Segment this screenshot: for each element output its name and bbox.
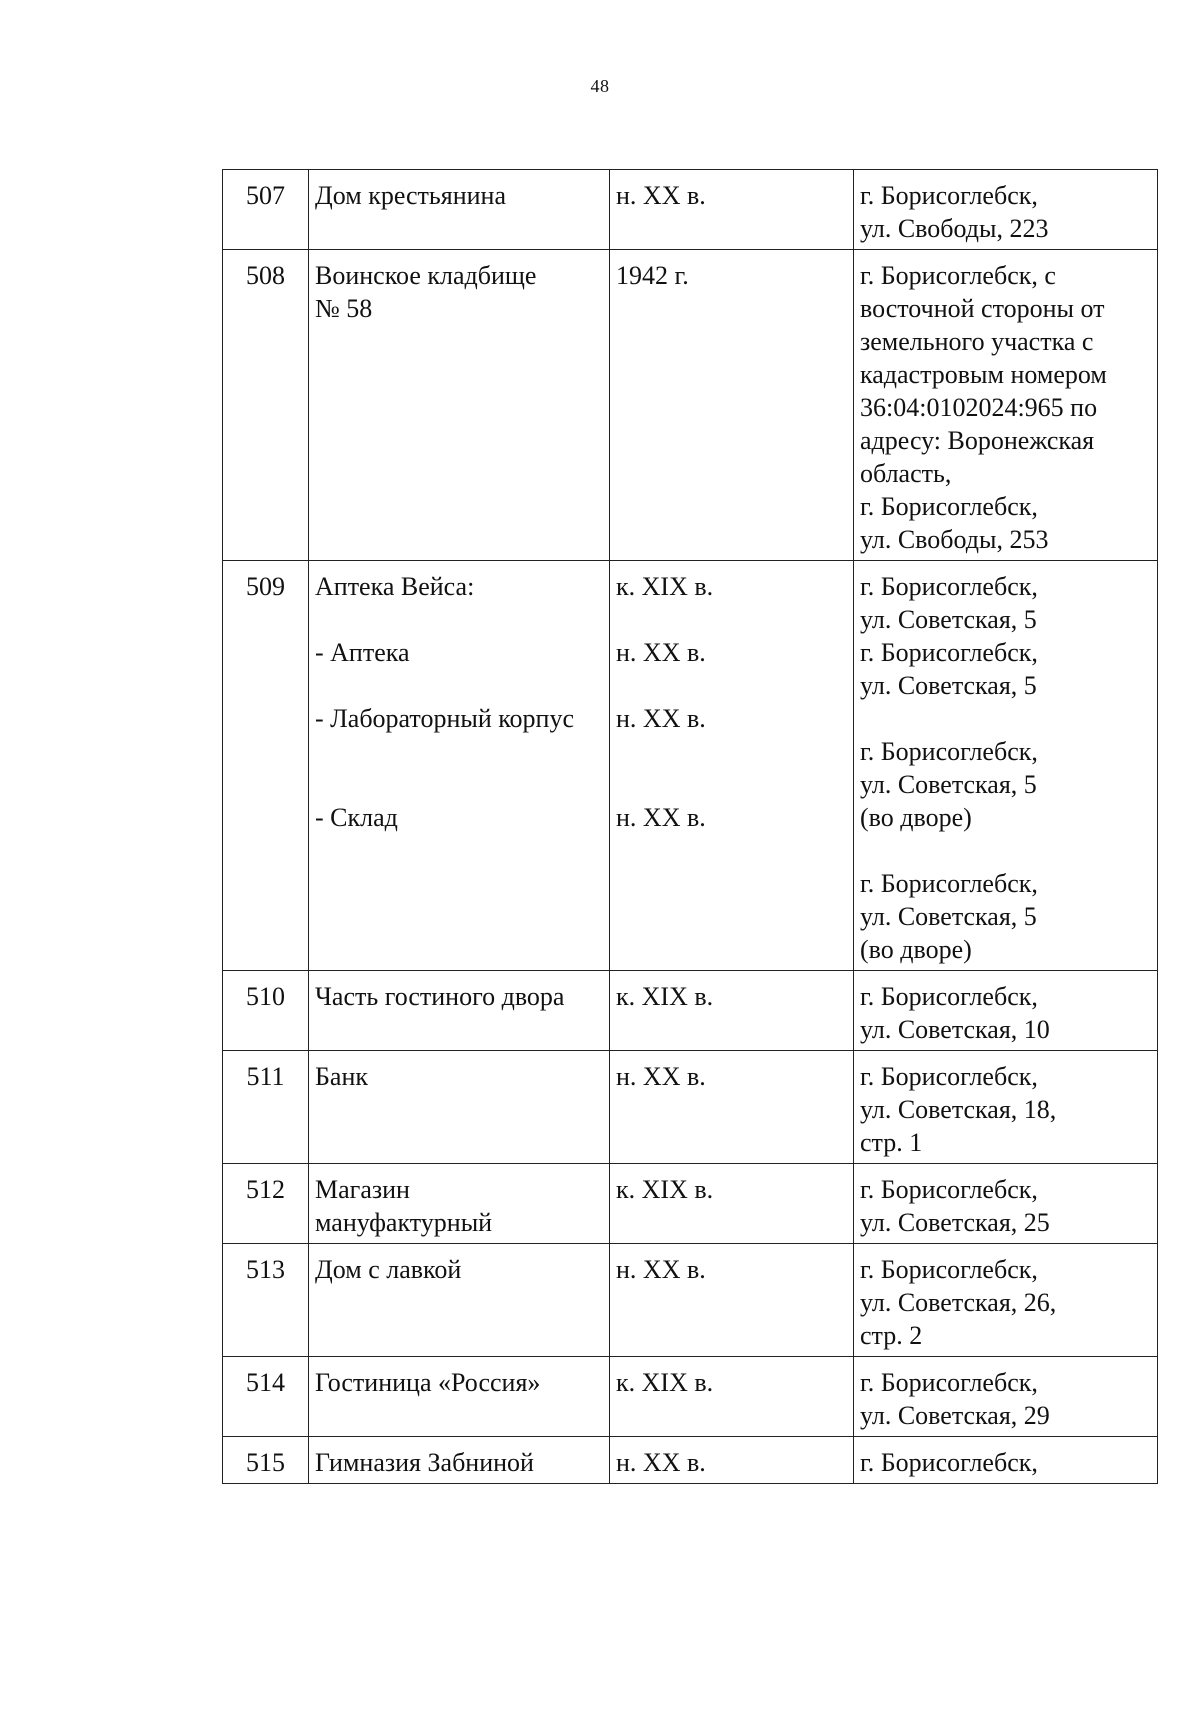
object-dating: н. XX в.	[616, 1448, 706, 1477]
sub-object-dating: н. XX в.	[616, 638, 706, 667]
object-dating: к. XIX в.	[616, 1175, 714, 1204]
address-line: г. Борисоглебск,	[860, 1175, 1038, 1204]
object-dating: к. XIX в.	[616, 1368, 714, 1397]
dating-cell	[610, 971, 854, 1051]
address-line: ул. Советская, 10	[860, 1015, 1050, 1044]
address-line: кадастровым номером	[860, 360, 1107, 389]
address-line: ул. Советская, 25	[860, 1208, 1050, 1237]
object-name: Воинское кладбище	[315, 261, 537, 290]
object-name: Магазин	[315, 1175, 410, 1204]
address-line: земельного участка с	[860, 327, 1094, 356]
address-line: ул. Советская, 26,	[860, 1288, 1057, 1317]
object-name-cell	[309, 1051, 610, 1164]
table-row	[223, 1164, 1158, 1244]
dating-cell	[610, 1244, 854, 1357]
row-number: 513	[223, 1244, 309, 1357]
sub-address-line: г. Борисоглебск,	[860, 869, 1038, 898]
dating-cell	[610, 1164, 854, 1244]
address-cell	[854, 561, 1158, 971]
address-line: г. Борисоглебск,	[860, 492, 1038, 521]
table-row	[223, 250, 1158, 561]
address-line: г. Борисоглебск, с	[860, 261, 1056, 290]
address-line: ул. Свободы, 223	[860, 214, 1049, 243]
address-cell	[854, 1357, 1158, 1437]
address-line: ул. Советская, 18,	[860, 1095, 1057, 1124]
object-name: мануфактурный	[315, 1208, 493, 1237]
object-name: Дом с лавкой	[315, 1255, 462, 1284]
address-cell	[854, 1244, 1158, 1357]
row-number: 510	[223, 971, 309, 1051]
object-dating: к. XIX в.	[616, 572, 714, 601]
row-number: 507	[223, 170, 309, 250]
table-row	[223, 1244, 1158, 1357]
object-name-cell	[309, 1244, 610, 1357]
page-number: 48	[590, 76, 610, 96]
table-row	[223, 1437, 1158, 1484]
address-cell	[854, 1051, 1158, 1164]
address-line: ул. Свободы, 253	[860, 525, 1049, 554]
object-name: Дом крестьянина	[315, 181, 507, 210]
address-line: ул. Советская, 29	[860, 1401, 1050, 1430]
table-row	[223, 971, 1158, 1051]
object-name: Аптека Вейса:	[315, 572, 475, 601]
object-name-cell	[309, 250, 610, 561]
sub-address-line: ул. Советская, 5	[860, 770, 1037, 799]
row-number: 512	[223, 1164, 309, 1244]
address-cell	[854, 170, 1158, 250]
dating-cell	[610, 1357, 854, 1437]
dating-cell	[610, 1051, 854, 1164]
address-line: г. Борисоглебск,	[860, 1062, 1038, 1091]
object-dating: н. XX в.	[616, 181, 706, 210]
row-number: 509	[223, 561, 309, 971]
sub-address-line: г. Борисоглебск,	[860, 737, 1038, 766]
object-dating: к. XIX в.	[616, 982, 714, 1011]
address-line: 36:04:0102024:965 по	[860, 393, 1098, 422]
sub-address-line: (во дворе)	[860, 935, 972, 964]
address-line: стр. 1	[860, 1128, 923, 1157]
address-cell	[854, 971, 1158, 1051]
row-number: 515	[223, 1437, 309, 1484]
dating-cell	[610, 561, 854, 971]
object-name-cell	[309, 971, 610, 1051]
address-line: адресу: Воронежская	[860, 426, 1095, 455]
object-dating: н. XX в.	[616, 1255, 706, 1284]
address-cell	[854, 250, 1158, 561]
dating-cell	[610, 1437, 854, 1484]
object-name-cell	[309, 1164, 610, 1244]
table-row	[223, 170, 1158, 250]
object-name: Часть гостиного двора	[315, 982, 565, 1011]
sub-address-line: ул. Советская, 5	[860, 902, 1037, 931]
dating-cell	[610, 250, 854, 561]
address-cell	[854, 1437, 1158, 1484]
object-name-cell	[309, 170, 610, 250]
address-line: г. Борисоглебск,	[860, 572, 1038, 601]
row-number: 514	[223, 1357, 309, 1437]
object-name: Банк	[315, 1062, 369, 1091]
sub-object-dating: н. XX в.	[616, 704, 706, 733]
object-name: Гостиница «Россия»	[315, 1368, 541, 1397]
object-dating: 1942 г.	[616, 261, 689, 290]
sub-object-name: - Лабораторный корпус	[315, 704, 575, 733]
sub-object-name: - Аптека	[315, 638, 410, 667]
table-row	[223, 561, 1158, 971]
address-line: область,	[860, 459, 952, 488]
row-number: 508	[223, 250, 309, 561]
address-line: стр. 2	[860, 1321, 923, 1350]
row-number: 511	[223, 1051, 309, 1164]
address-cell	[854, 1164, 1158, 1244]
object-name-cell	[309, 561, 610, 971]
sub-object-dating: н. XX в.	[616, 803, 706, 832]
sub-address-line: ул. Советская, 5	[860, 671, 1037, 700]
sub-address-line: (во дворе)	[860, 803, 972, 832]
address-line: г. Борисоглебск,	[860, 1255, 1038, 1284]
table-row	[223, 1051, 1158, 1164]
object-name-cell	[309, 1437, 610, 1484]
sub-object-name: - Склад	[315, 803, 398, 832]
object-name: № 58	[315, 294, 373, 323]
address-line: восточной стороны от	[860, 294, 1105, 323]
address-line: г. Борисоглебск,	[860, 1368, 1038, 1397]
object-dating: н. XX в.	[616, 1062, 706, 1091]
heritage-objects-table	[222, 169, 1158, 1484]
dating-cell	[610, 170, 854, 250]
object-name-cell	[309, 1357, 610, 1437]
address-line: г. Борисоглебск,	[860, 181, 1038, 210]
address-line: ул. Советская, 5	[860, 605, 1037, 634]
object-name: Гимназия Забниной	[315, 1448, 534, 1477]
sub-address-line: г. Борисоглебск,	[860, 638, 1038, 667]
address-line: г. Борисоглебск,	[860, 1448, 1038, 1477]
table-row	[223, 1357, 1158, 1437]
address-line: г. Борисоглебск,	[860, 982, 1038, 1011]
